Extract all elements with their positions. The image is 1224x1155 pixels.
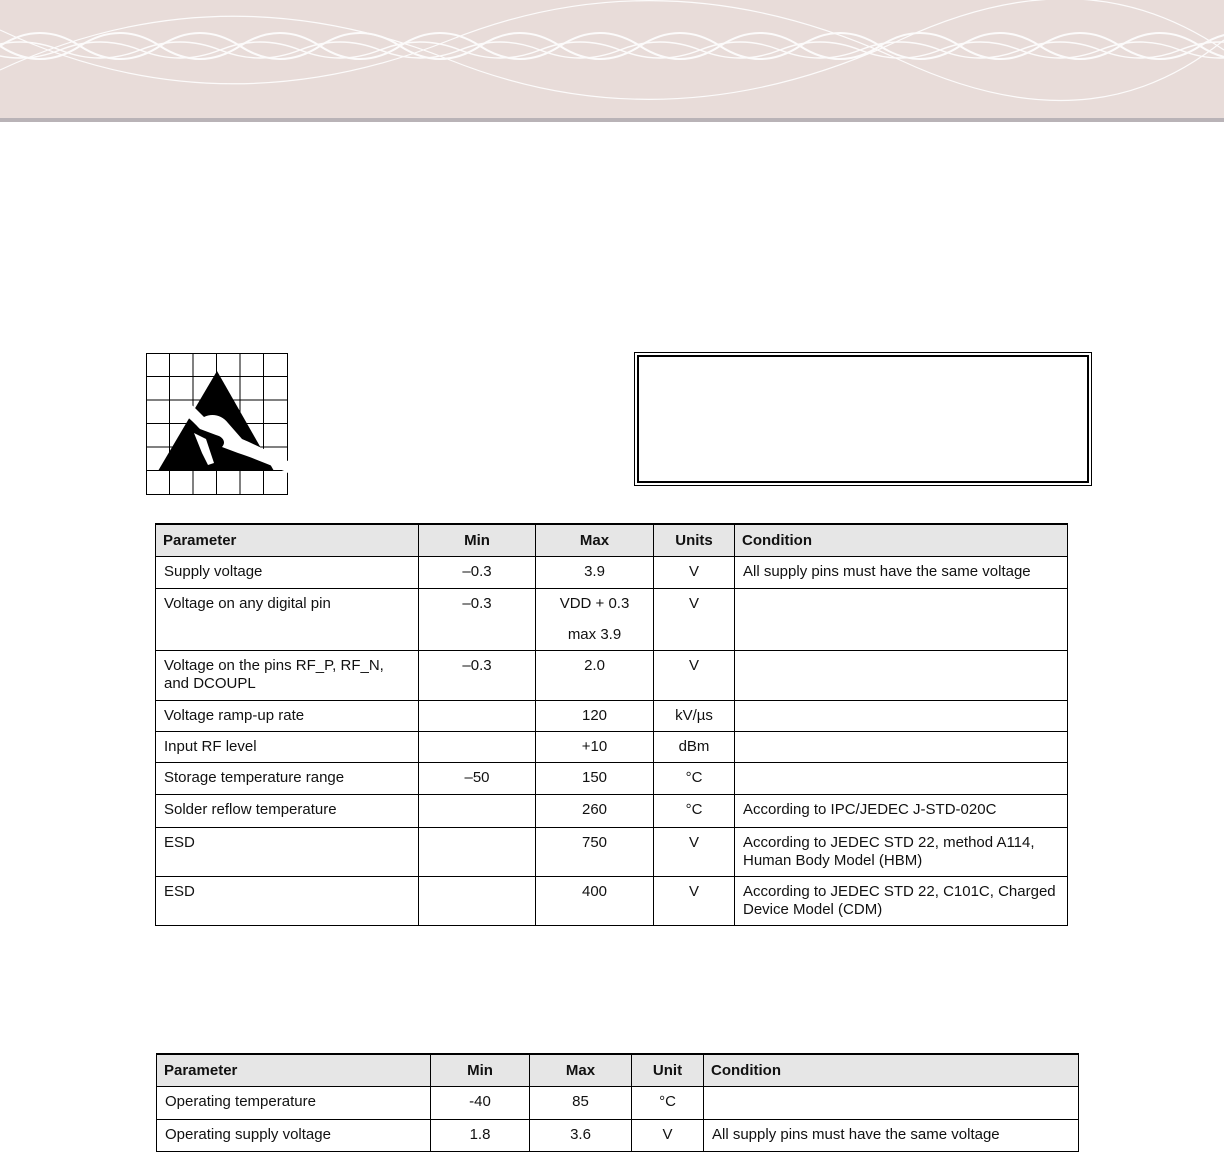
cell-min (419, 877, 536, 926)
caution-box-inner (637, 355, 1089, 483)
header-parameter: Parameter (156, 524, 419, 557)
cell-max: 2.0 (536, 651, 654, 701)
cell-units: °C (632, 1087, 704, 1120)
cell-max: 85 (530, 1087, 632, 1120)
operating-conditions-table (156, 1053, 1079, 1152)
cell-units: V (632, 1120, 704, 1152)
header-banner (0, 0, 1224, 118)
table-row (156, 828, 1068, 877)
cell-parameter: Supply voltage (156, 557, 419, 589)
table-header-row (156, 524, 1068, 557)
banner-rule (0, 118, 1224, 122)
cell-units: V (654, 828, 735, 877)
table-row (157, 1120, 1079, 1152)
cell-condition: According to JEDEC STD 22, C101C, Charged Device Model (CDM) (735, 877, 1068, 926)
cell-units: °C (654, 763, 735, 795)
cell-max: 750 (536, 828, 654, 877)
cell-units: V (654, 557, 735, 589)
cell-parameter: Operating temperature (157, 1087, 431, 1120)
cell-units: °C (654, 795, 735, 828)
cell-parameter: Operating supply voltage (157, 1120, 431, 1152)
cell-parameter: Voltage ramp-up rate (156, 701, 419, 732)
cell-condition (735, 732, 1068, 763)
absolute-maximum-ratings-table (155, 523, 1068, 926)
cell-condition: According to IPC/JEDEC J-STD-020C (735, 795, 1068, 828)
table-row (156, 877, 1068, 926)
header-condition: Condition (704, 1054, 1079, 1087)
cell-min: –0.3 (419, 651, 536, 701)
header-min: Min (431, 1054, 530, 1087)
cell-parameter: ESD (156, 828, 419, 877)
cell-min (419, 828, 536, 877)
cell-max: +10 (536, 732, 654, 763)
cell-condition: All supply pins must have the same voltage (704, 1120, 1079, 1152)
cell-parameter: Voltage on any digital pin (156, 589, 419, 651)
cell-parameter: Voltage on the pins RF_P, RF_N, and DCOUPL (156, 651, 419, 701)
cell-parameter: Storage temperature range (156, 763, 419, 795)
header-units: Units (654, 524, 735, 557)
cell-condition (735, 701, 1068, 732)
cell-condition (735, 651, 1068, 701)
caution-box (634, 352, 1092, 486)
table-row (156, 732, 1068, 763)
cell-condition (704, 1087, 1079, 1120)
cell-units: V (654, 589, 735, 651)
header-min: Min (419, 524, 536, 557)
cell-min: –50 (419, 763, 536, 795)
table-row (156, 701, 1068, 732)
table-row (156, 763, 1068, 795)
cell-condition (735, 763, 1068, 795)
cell-min: –0.3 (419, 557, 536, 589)
cell-units: V (654, 877, 735, 926)
header-max: Max (536, 524, 654, 557)
cell-max: 260 (536, 795, 654, 828)
cell-max (536, 589, 654, 651)
cell-units: dBm (654, 732, 735, 763)
header-condition: Condition (735, 524, 1068, 557)
cell-min (419, 701, 536, 732)
cell-max-line1: VDD + 0.3 (559, 595, 630, 612)
table-row (156, 651, 1068, 701)
cell-max: 400 (536, 877, 654, 926)
table-row (156, 557, 1068, 589)
cell-max: 3.9 (536, 557, 654, 589)
esd-warning-icon (146, 353, 288, 495)
cell-max-line2: max 3.9 (567, 626, 622, 643)
cell-min: -40 (431, 1087, 530, 1120)
cell-units: kV/µs (654, 701, 735, 732)
header-parameter: Parameter (157, 1054, 431, 1087)
cell-min: 1.8 (431, 1120, 530, 1152)
cell-min (419, 732, 536, 763)
cell-min (419, 795, 536, 828)
cell-condition: According to JEDEC STD 22, method A114, Human Body Model (HBM) (735, 828, 1068, 877)
header-unit: Unit (632, 1054, 704, 1087)
cell-max: 120 (536, 701, 654, 732)
cell-max: 150 (536, 763, 654, 795)
cell-condition: All supply pins must have the same voltage (735, 557, 1068, 589)
cell-parameter: Input RF level (156, 732, 419, 763)
cell-condition (735, 589, 1068, 651)
cell-parameter: Solder reflow temperature (156, 795, 419, 828)
table-header-row (157, 1054, 1079, 1087)
cell-units: V (654, 651, 735, 701)
table-row (157, 1087, 1079, 1120)
cell-min: –0.3 (419, 589, 536, 651)
header-max: Max (530, 1054, 632, 1087)
table-row (156, 795, 1068, 828)
wave-pattern (0, 0, 1224, 118)
table-row (156, 589, 1068, 651)
cell-max: 3.6 (530, 1120, 632, 1152)
cell-parameter: ESD (156, 877, 419, 926)
